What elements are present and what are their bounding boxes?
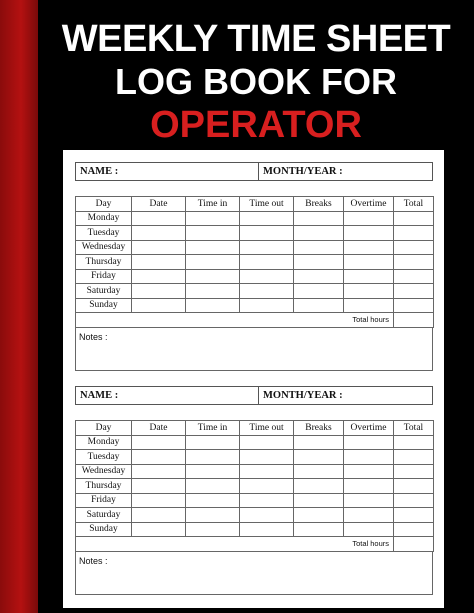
title-line-1: WEEKLY TIME SHEET	[61, 18, 451, 60]
table-row	[76, 435, 434, 450]
log-table	[75, 420, 434, 552]
cover-title	[38, 0, 474, 148]
table-row	[76, 255, 434, 270]
entry-cell	[132, 479, 186, 494]
column-header: Time in	[186, 421, 240, 436]
entry-cell	[394, 255, 434, 270]
entry-cell	[186, 464, 240, 479]
entry-cell	[132, 508, 186, 523]
day-label: Sunday	[76, 298, 132, 313]
entry-cell	[132, 284, 186, 299]
entry-cell	[294, 464, 344, 479]
column-header: Breaks	[294, 421, 344, 436]
entry-cell	[186, 284, 240, 299]
entry-cell	[294, 284, 344, 299]
notes-box	[75, 552, 433, 595]
entry-cell	[344, 493, 394, 508]
entry-cell	[186, 522, 240, 537]
entry-cell	[394, 240, 434, 255]
entry-cell	[394, 211, 434, 226]
table-row	[76, 269, 434, 284]
entry-cell	[240, 211, 294, 226]
table-header-row	[76, 421, 434, 436]
notes-box	[75, 328, 433, 371]
entry-cell	[344, 255, 394, 270]
entry-cell	[394, 479, 434, 494]
total-hours-row	[76, 313, 434, 328]
entry-cell	[132, 255, 186, 270]
entry-cell	[394, 450, 434, 465]
total-hours-row	[76, 537, 434, 552]
day-label: Saturday	[76, 508, 132, 523]
time-sheet-1	[75, 162, 433, 371]
entry-cell	[240, 493, 294, 508]
entry-cell	[186, 240, 240, 255]
sheet-header	[75, 386, 433, 405]
entry-cell	[240, 522, 294, 537]
entry-cell	[294, 269, 344, 284]
table-row	[76, 522, 434, 537]
entry-cell	[294, 226, 344, 241]
entry-cell	[294, 493, 344, 508]
entry-cell	[132, 240, 186, 255]
month-year-field: MONTH/YEAR :	[263, 390, 343, 401]
notes-label: Notes :	[79, 331, 108, 342]
day-label: Saturday	[76, 284, 132, 299]
entry-cell	[294, 298, 344, 313]
entry-cell	[240, 226, 294, 241]
day-label: Thursday	[76, 255, 132, 270]
column-header: Total	[394, 197, 434, 212]
entry-cell	[344, 522, 394, 537]
table-row	[76, 479, 434, 494]
entry-cell	[186, 493, 240, 508]
entry-cell	[186, 255, 240, 270]
table-row	[76, 493, 434, 508]
table-row	[76, 450, 434, 465]
entry-cell	[132, 493, 186, 508]
notes-label: Notes :	[79, 555, 108, 566]
column-header: Day	[76, 421, 132, 436]
entry-cell	[394, 284, 434, 299]
entry-cell	[394, 226, 434, 241]
day-label: Tuesday	[76, 226, 132, 241]
name-field: NAME :	[76, 163, 259, 180]
entry-cell	[394, 493, 434, 508]
entry-cell	[344, 450, 394, 465]
column-header: Breaks	[294, 197, 344, 212]
entry-cell	[294, 508, 344, 523]
total-hours-label: Total hours	[76, 537, 394, 552]
column-header: Day	[76, 197, 132, 212]
entry-cell	[344, 240, 394, 255]
title-line-2: LOG BOOK FOR	[115, 61, 397, 102]
entry-cell	[294, 522, 344, 537]
column-header: Overtime	[344, 421, 394, 436]
table-row	[76, 508, 434, 523]
entry-cell	[132, 211, 186, 226]
entry-cell	[132, 450, 186, 465]
entry-cell	[394, 508, 434, 523]
sheet-header	[75, 162, 433, 181]
entry-cell	[294, 240, 344, 255]
entry-cell	[132, 464, 186, 479]
entry-cell	[394, 298, 434, 313]
day-label: Monday	[76, 211, 132, 226]
entry-cell	[344, 226, 394, 241]
column-header: Overtime	[344, 197, 394, 212]
entry-cell	[240, 508, 294, 523]
entry-cell	[132, 298, 186, 313]
entry-cell	[344, 298, 394, 313]
table-row	[76, 464, 434, 479]
entry-cell	[132, 435, 186, 450]
entry-cell	[394, 435, 434, 450]
day-label: Wednesday	[76, 240, 132, 255]
entry-cell	[240, 464, 294, 479]
entry-cell	[240, 479, 294, 494]
book-spine	[0, 0, 38, 613]
title-line-3: OPERATOR	[150, 104, 362, 146]
table-row	[76, 240, 434, 255]
day-label: Monday	[76, 435, 132, 450]
entry-cell	[240, 284, 294, 299]
table-row	[76, 211, 434, 226]
entry-cell	[344, 508, 394, 523]
entry-cell	[186, 450, 240, 465]
table-row	[76, 298, 434, 313]
entry-cell	[294, 255, 344, 270]
entry-cell	[186, 226, 240, 241]
column-header: Date	[132, 421, 186, 436]
column-header: Date	[132, 197, 186, 212]
day-label: Friday	[76, 269, 132, 284]
total-hours-cell	[394, 313, 434, 328]
entry-cell	[186, 479, 240, 494]
total-hours-label: Total hours	[76, 313, 394, 328]
entry-cell	[132, 522, 186, 537]
name-field: NAME :	[76, 387, 259, 404]
entry-cell	[186, 435, 240, 450]
entry-cell	[294, 450, 344, 465]
entry-cell	[344, 211, 394, 226]
entry-cell	[394, 269, 434, 284]
log-table	[75, 196, 434, 328]
entry-cell	[294, 479, 344, 494]
column-header: Total	[394, 421, 434, 436]
table-row	[76, 226, 434, 241]
entry-cell	[344, 284, 394, 299]
entry-cell	[186, 508, 240, 523]
entry-cell	[344, 479, 394, 494]
entry-cell	[240, 450, 294, 465]
day-label: Thursday	[76, 479, 132, 494]
entry-cell	[344, 269, 394, 284]
column-header: Time out	[240, 421, 294, 436]
entry-cell	[240, 240, 294, 255]
entry-cell	[294, 435, 344, 450]
entry-cell	[294, 211, 344, 226]
entry-cell	[240, 255, 294, 270]
entry-cell	[344, 435, 394, 450]
entry-cell	[186, 269, 240, 284]
entry-cell	[394, 522, 434, 537]
column-header: Time in	[186, 197, 240, 212]
entry-cell	[132, 269, 186, 284]
entry-cell	[240, 298, 294, 313]
month-year-field: MONTH/YEAR :	[263, 166, 343, 177]
entry-cell	[240, 269, 294, 284]
day-label: Friday	[76, 493, 132, 508]
entry-cell	[186, 298, 240, 313]
column-header: Time out	[240, 197, 294, 212]
time-sheet-2	[75, 386, 433, 595]
entry-cell	[186, 211, 240, 226]
entry-cell	[240, 435, 294, 450]
entry-cell	[394, 464, 434, 479]
day-label: Sunday	[76, 522, 132, 537]
time-sheet-page	[63, 150, 444, 608]
entry-cell	[344, 464, 394, 479]
table-header-row	[76, 197, 434, 212]
table-row	[76, 284, 434, 299]
day-label: Tuesday	[76, 450, 132, 465]
total-hours-cell	[394, 537, 434, 552]
entry-cell	[132, 226, 186, 241]
day-label: Wednesday	[76, 464, 132, 479]
